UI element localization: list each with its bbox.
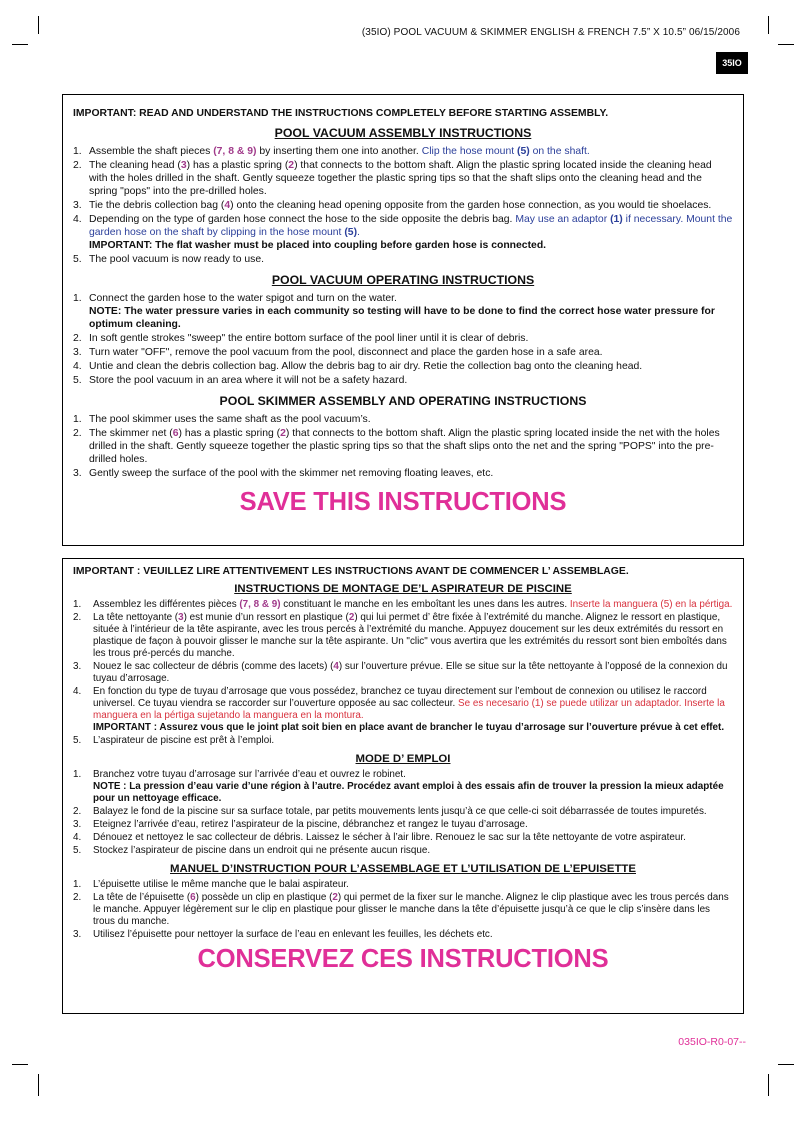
english-assembly-list [73, 145, 733, 266]
french-manual-title: MANUEL D’INSTRUCTION POUR L’ASSEMBLAGE ET L’UTILISATION DE L’EPUISETTE [170, 863, 636, 875]
list-item: 3. Tie the debris collection bag (4) onto the cleaning head opening opposite from the garden hose connection, as you would tie shoelaces. [73, 200, 712, 211]
document-code: 035IO-R0-07-- [678, 1036, 746, 1048]
list-item: 5. Store the pool vacuum in an area where it will not be a safety hazard. [73, 375, 408, 386]
english-assembly-title: POOL VACUUM ASSEMBLY INSTRUCTIONS [274, 126, 532, 140]
header-line: (35IO) POOL VACUUM & SKIMMER ENGLISH & FRENCH 7.5” X 10.5” 06/15/2006 [361, 27, 740, 38]
list-item: 4. En fonction du type de tuyau d’arrosage que vous possédez, branchez ce tuyau directement sur l’embout de connexion ou utilisez le raccord universel. Ce tuyau viendra se raccorder sur l’ouverture opposée au sac collecteur. Se es necesario (1) se puede utilizar un adaptador. Inserte la manguera en la pértiga sujetando la manguera en la montura. IMPORTANT : Assurez vous que le joint plat soit bien en place avant de brancher le tuyau d’arrosage sur l’ouverture prévue à cet effet. [73, 686, 725, 733]
list-item: 3. Eteignez l’arrivée d’eau, retirez l’aspirateur de la piscine, débranchez et rangez le tuyau d’arrosage. [73, 819, 528, 830]
list-item: 2. La tête de l’épuisette (6) possède un clip en plastique (2) qui permet de la fixer sur le manche. Alignez le clip plastique avec les trous percés dans le manche. Appuyer légèrement sur le clip en plastique pour glisser le manche dans la tête d’épuisette jusqu’à ce que le clip s’insère dans les trous du manche. [73, 892, 729, 927]
crop-mark [778, 1064, 794, 1065]
french-assembly-list [73, 599, 733, 747]
list-item: 3. Gently sweep the surface of the pool with the skimmer net removing floating leaves, etc. [73, 468, 494, 479]
crop-mark [768, 16, 769, 34]
list-item: 4. Depending on the type of garden hose connect the hose to the side opposite the debris bag. May use an adaptor (1) if necessary. Mount the garden hose on the shaft by clipping in the hose mount (5). IMPORTANT: The flat washer must be placed into coupling before garden hose is connected. [73, 214, 733, 251]
crop-mark [38, 1074, 39, 1096]
english-skimmer-title: POOL SKIMMER ASSEMBLY AND OPERATING INSTRUCTIONS [219, 394, 587, 408]
crop-mark [12, 1064, 28, 1065]
list-item: 3. Utilisez l’épuisette pour nettoyer la surface de l’eau en enlevant les feuilles, les déchets etc. [73, 929, 493, 940]
french-instructions-box [62, 558, 744, 1014]
english-save-heading: SAVE THIS INSTRUCTIONS [239, 488, 567, 516]
list-item: 2. In soft gentle strokes "sweep" the entire bottom surface of the pool liner until it is clear of debris. [73, 333, 529, 344]
english-skimmer-list [73, 413, 733, 480]
french-save-heading: CONSERVEZ CES INSTRUCTIONS [197, 945, 609, 973]
list-item: 2. Balayez le fond de la piscine sur sa surface totale, par petits mouvements lents jusqu’à ce que celle-ci soit débarrassée de toutes impuretés. [73, 806, 707, 817]
english-operating-list [73, 292, 733, 387]
model-tag: 35IO [716, 52, 748, 74]
english-instructions-box [62, 94, 744, 546]
french-mode-title: MODE D’ EMPLOI [355, 753, 451, 765]
list-item: 1. The pool skimmer uses the same shaft as the pool vacuum’s. [73, 414, 371, 425]
list-item: 4. Untie and clean the debris collection bag. Allow the debris bag to air dry. Retie the collection bag onto the cleaning head. [73, 361, 643, 372]
list-item: 1. L’épuisette utilise le même manche que le balai aspirateur. [73, 879, 349, 890]
list-item: 5. The pool vacuum is now ready to use. [73, 254, 265, 265]
english-important: IMPORTANT: READ AND UNDERSTAND THE INSTRUCTIONS COMPLETELY BEFORE STARTING ASSEMBLY. [73, 108, 609, 119]
list-item: 1. Connect the garden hose to the water spigot and turn on the water. NOTE: The water pressure varies in each community so testing will have to be done to find the correct hose water pressure for optimum cleaning. [73, 293, 715, 330]
crop-mark [778, 44, 794, 45]
french-manual-list [73, 879, 733, 941]
list-item: 2. The cleaning head (3) has a plastic spring (2) that connects to the bottom shaft. Align the plastic spring located inside the cleaning head with the holes drilled in the shaft. Gently squeeze together the plastic spring tips so that the shaft slips onto the cleaning head and the spring "pops" into the pre-drilled holes. [73, 160, 712, 197]
list-item: 5. L’aspirateur de piscine est prêt à l’emploi. [73, 735, 275, 746]
list-item: 1. Assemble the shaft pieces (7, 8 & 9) by inserting them one into another. Clip the hose mount (5) on the shaft. [73, 146, 590, 157]
list-item: 2. La tête nettoyante (3) est munie d’un ressort en plastique (2) qui lui permet d’ être fixée à l’extrémité du manche. Alignez le ressort en plastique, située à l’intérieur de la tête aspirante, avec les trous percés à l’extrémité du manche. Appuyez doucement sur les deux extrémités du ressort en plastique de façon à pouvoir glisser le manche sur la tête aspirante. Un "clic" vous avertira que les extrémités du ressort sont bien emboîtés dans les trous pré-percés du manche. [73, 612, 727, 659]
crop-mark [12, 44, 28, 45]
french-important: IMPORTANT : VEUILLEZ LIRE ATTENTIVEMENT LES INSTRUCTIONS AVANT DE COMMENCER L’ ASSEMBLAGE. [73, 566, 629, 577]
list-item: 5. Stockez l’aspirateur de piscine dans un endroit qui ne présente aucun risque. [73, 845, 431, 856]
list-item: 4. Dénouez et nettoyez le sac collecteur de débris. Laissez le sécher à l’air libre. Renouez le sac sur la tête nettoyante de votre aspirateur. [73, 832, 686, 843]
list-item: 3. Nouez le sac collecteur de débris (comme des lacets) (4) sur l’ouverture prévue. Elle se situe sur la tête nettoyante à l’opposé de la connexion du tuyau d’arrosage. [73, 661, 728, 684]
list-item: 1. Assemblez les différentes pièces (7, 8 & 9) constituant le manche en les emboîtant les unes dans les autres. Inserte la manguera (5) en la pértiga. [73, 599, 733, 610]
crop-mark [38, 16, 39, 34]
list-item: 3. Turn water "OFF", remove the pool vacuum from the pool, disconnect and place the garden hose in a safe area. [73, 347, 603, 358]
french-assembly-title: INSTRUCTIONS DE MONTAGE DE’L ASPIRATEUR DE PISCINE [234, 583, 572, 595]
list-item: 1. Branchez votre tuyau d’arrosage sur l’arrivée d’eau et ouvrez le robinet. NOTE : La pression d’eau varie d’une région à l’autre. Procédez avant emploi à des essais afin de trouver la pression la mieux adaptée pour un nettoyage efficace. [73, 769, 724, 804]
list-item: 2. The skimmer net (6) has a plastic spring (2) that connects to the bottom shaft. Align the plastic spring located inside the net with the holes drilled in the shaft. Gently squeeze together the plastic spring tips so that the shaft slips onto the net and the spring "POPS" into the pre-drilled holes. [73, 428, 720, 465]
english-operating-title: POOL VACUUM OPERATING INSTRUCTIONS [271, 273, 535, 287]
french-mode-list [73, 769, 733, 857]
crop-mark [768, 1074, 769, 1096]
